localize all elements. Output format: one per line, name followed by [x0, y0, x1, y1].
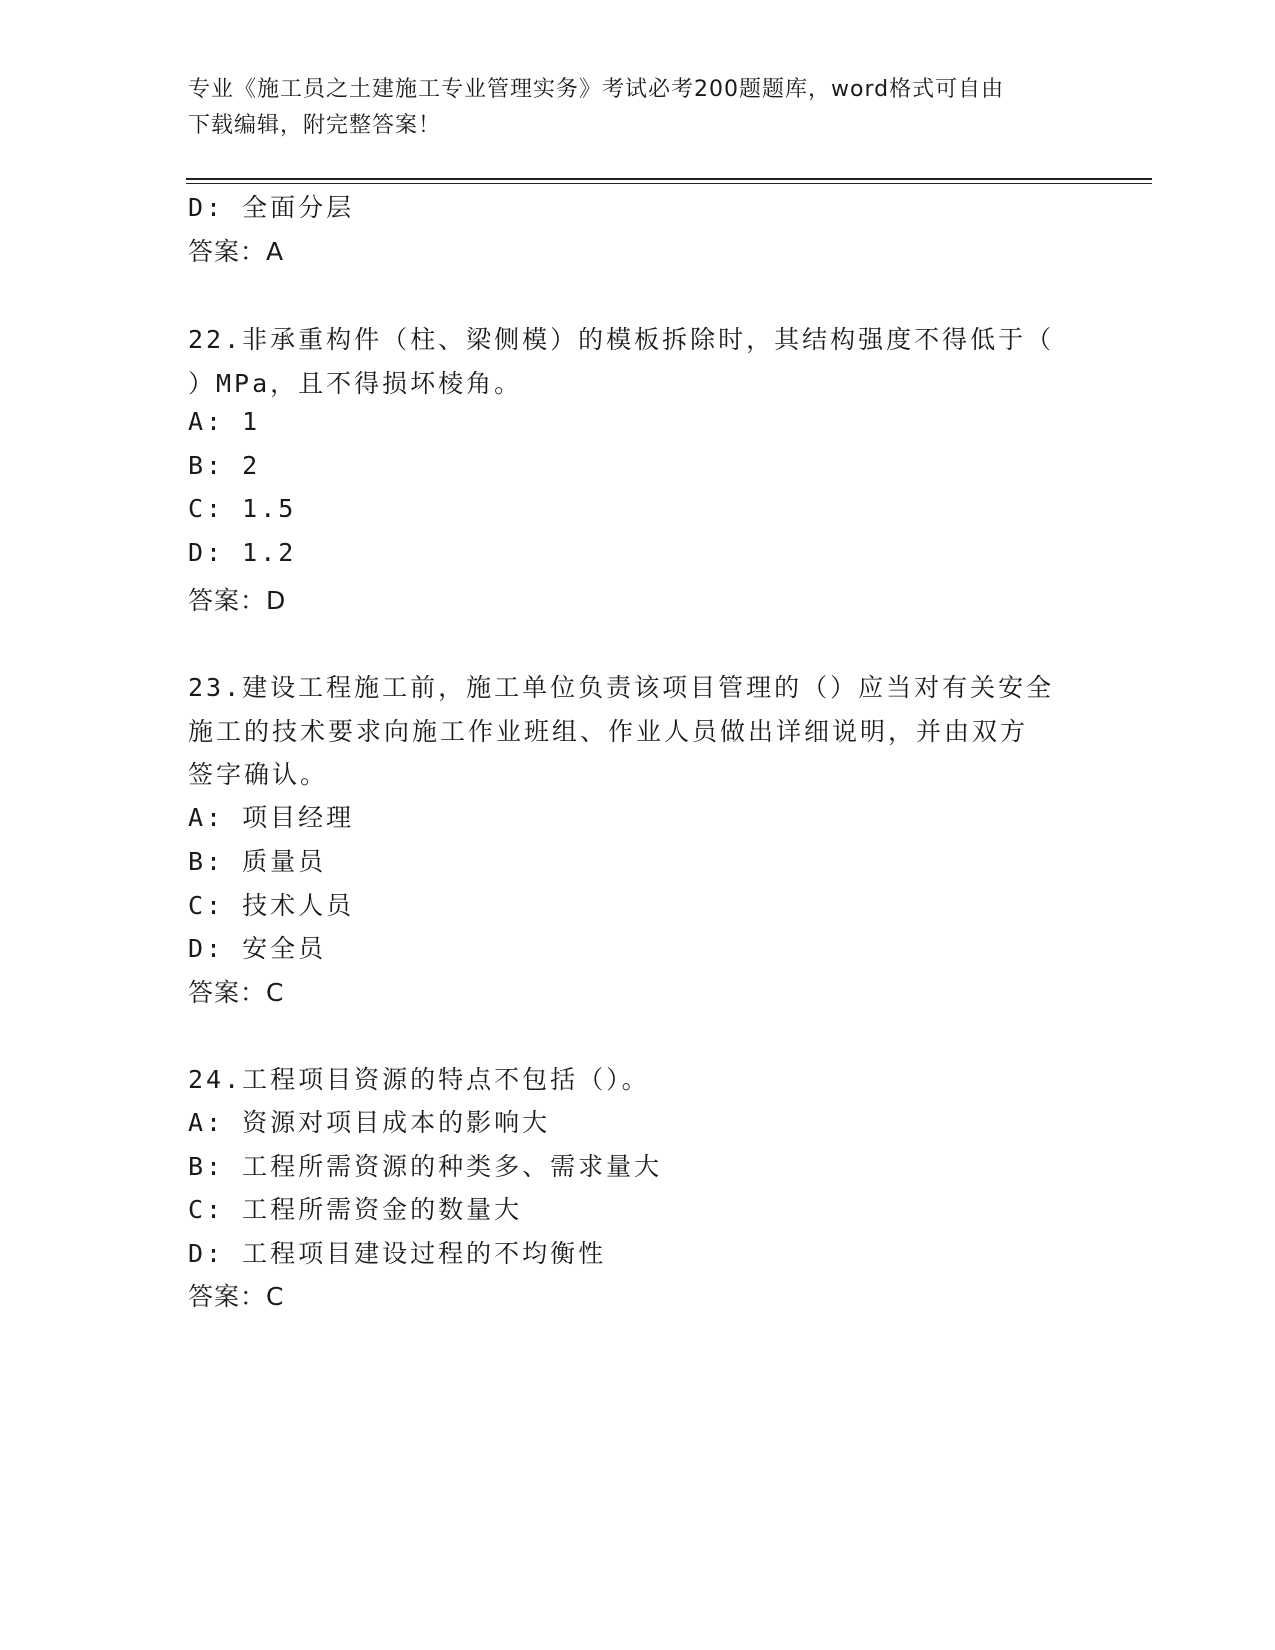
question-stem-line: 签字确认。: [188, 760, 329, 789]
option-d: D: 工程项目建设过程的不均衡性: [188, 1239, 607, 1268]
question-stem-line: 22.非承重构件（柱、梁侧模）的模板拆除时，其结构强度不得低于（: [188, 325, 1055, 354]
option-a: A: 资源对项目成本的影响大: [188, 1108, 551, 1137]
question-stem-line: 24.工程项目资源的特点不包括（）。: [188, 1065, 650, 1094]
answer: 答案：C: [188, 978, 285, 1007]
header-title-line-2: 下载编辑，附完整答案！: [188, 113, 442, 138]
page-header: [188, 72, 1088, 144]
question-stem-line: ）MPa，且不得损坏棱角。: [188, 369, 523, 398]
header-title-line-1: 专业《施工员之土建施工专业管理实务》考试必考200题题库，word格式可自由: [188, 77, 1005, 102]
option-b: B: 工程所需资源的种类多、需求量大: [188, 1152, 663, 1181]
option-b: B: 2: [188, 451, 261, 480]
option-c: C: 技术人员: [188, 891, 355, 920]
option-a: A: 项目经理: [188, 803, 355, 832]
option-a: A: 1: [188, 407, 261, 436]
answer: 答案：D: [188, 586, 287, 615]
header-divider-thin: [186, 183, 1152, 184]
option-c: C: 1.5: [188, 494, 297, 523]
option-d: D: 安全员: [188, 934, 327, 963]
prev-option-d: D: 全面分层: [188, 193, 355, 222]
header-divider-thick: [186, 178, 1152, 180]
question-stem-line: 23.建设工程施工前，施工单位负责该项目管理的（）应当对有关安全: [188, 673, 1055, 702]
question-stem-line: 施工的技术要求向施工作业班组、作业人员做出详细说明，并由双方: [188, 717, 1029, 746]
prev-answer: 答案：A: [188, 237, 285, 266]
option-c: C: 工程所需资金的数量大: [188, 1195, 523, 1224]
option-b: B: 质量员: [188, 847, 327, 876]
answer: 答案：C: [188, 1282, 285, 1311]
option-d: D: 1.2: [188, 538, 297, 567]
